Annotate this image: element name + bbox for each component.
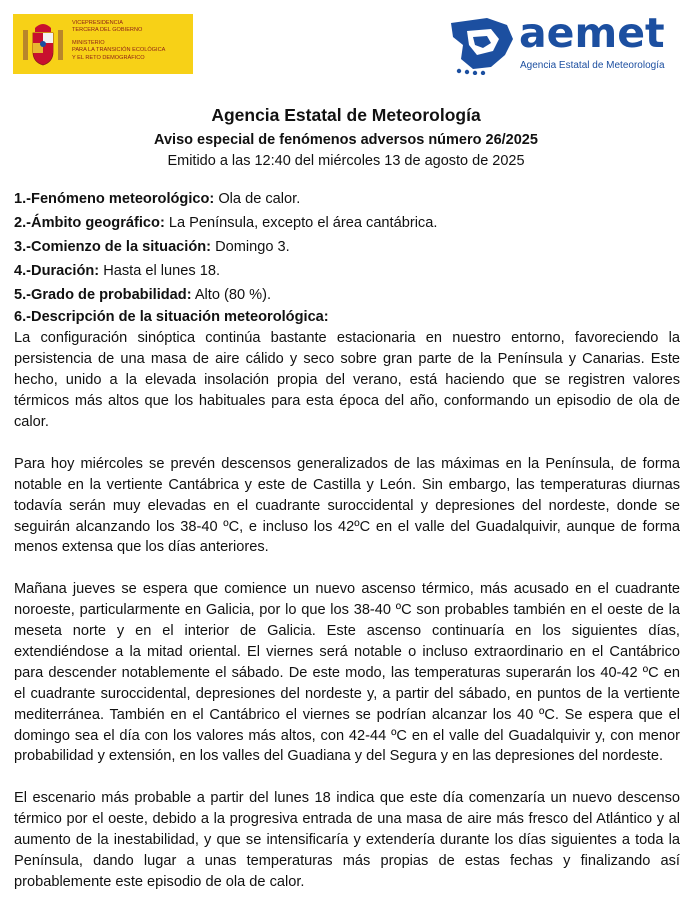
government-logo xyxy=(13,14,193,74)
item-value: Alto (80 %). xyxy=(191,287,272,304)
description-paragraph: Mañana jueves se espera que comience un nuevo ascenso térmico, más acusado en el cuadrante noroeste, particularmente en Galicia, por lo que los 38-40 ºC son probables también en el oeste de la meseta norte y en el interior de Galicia. Este ascenso continuaría en los siguientes días, extendiéndose a la mitad oriental. El viernes será notable o incluso extraordinario en el Cantábrico para descender notablemente el sábado. De este modo, las temperaturas superarán los 40-42 ºC en el cuadrante suroccidental, depresiones del nordeste y, a partir del sábado, en puntos de la vertiente mediterránea. También en el Cantábrico el viernes se podrían alcanzar los 40 ºC. Se espera que el domingo sea el día con los valores más altos, con 42-44 ºC en el valle del Guadalquivir y, con menor probabilidad y extensión, en los valles del Guadiana y del Segura y en las depresiones del nordeste. xyxy=(14,581,680,765)
aemet-wordmark: aemet xyxy=(519,9,665,57)
item-label: 6.-Descripción de la situación meteorológica: xyxy=(14,309,329,326)
description-paragraph: La configuración sinóptica continúa bastante estacionaria en nuestro entorno, favoreciendo la persistencia de una masa de aire cálido y seco sobre gran parte de la Península y Canarias. Este hecho, unido a la elevada insolación propia del verano, está haciendo que se registren valores térmicos más altos que los habituales para esta época del año, conformando un episodio de ola de calor. xyxy=(14,330,680,430)
description-paragraph: El escenario más probable a partir del lunes 18 indica que este día comenzaría un nuevo descenso térmico por el oeste, debido a la progresiva entrada de una masa de aire más fresco del Atlántico y al aumento de la inestabilidad, y que se intensificaría y extendería durante los días siguientes a toda la Península, dando lugar a unas temperaturas más propias de estas fechas y finalizando así probablemente este episodio de ola de calor. xyxy=(14,790,680,890)
item-duration xyxy=(14,259,680,283)
item-label: 2.-Ámbito geográfico: xyxy=(14,215,165,232)
document-heading xyxy=(0,104,692,171)
item-value: Ola de calor. xyxy=(214,191,301,207)
aemet-map-icon xyxy=(447,15,517,75)
document-subtitle: Aviso especial de fenómenos adversos número 26/2025 xyxy=(154,132,538,148)
ministry-line: Y EL RETO DEMOGRÁFICO xyxy=(72,54,145,61)
item-scope xyxy=(14,211,680,235)
document-body xyxy=(14,187,680,893)
document-title: Agencia Estatal de Meteorología xyxy=(211,105,481,125)
aemet-subtitle: Agencia Estatal de Meteorología xyxy=(520,60,665,71)
issued-date: Emitido a las 12:40 del miércoles 13 de agosto de 2025 xyxy=(167,153,525,169)
government-text xyxy=(72,20,190,62)
item-description xyxy=(14,307,680,328)
item-value: Hasta el lunes 18. xyxy=(99,263,221,280)
aemet-logo xyxy=(447,9,683,79)
government-line: VICEPRESIDENCIA xyxy=(72,20,123,26)
page-header xyxy=(0,0,692,90)
item-start xyxy=(14,235,680,259)
item-label: 5.-Grado de probabilidad: xyxy=(14,287,192,304)
item-value: Domingo 3. xyxy=(211,239,290,256)
coat-of-arms-icon xyxy=(21,20,65,68)
item-label: 3.-Comienzo de la situación: xyxy=(14,239,212,256)
item-probability xyxy=(14,283,680,307)
item-label: 1.-Fenómeno meteorológico: xyxy=(14,191,215,207)
ministry-line: PARA LA TRANSICIÓN ECOLÓGICA xyxy=(72,47,166,54)
description-paragraph: Para hoy miércoles se prevén descensos generalizados de las máximas en la Península, de forma notable en la vertiente Cantábrica y este de Castilla y León. Sin embargo, las temperaturas diurnas todavía serán muy elevadas en el cuadrante suroccidental y depresiones del nordeste, donde se seguirán alcanzando los 38-40 ºC, e incluso los 42ºC en el valle del Guadalquivir, aunque de forma menos extensa que los días anteriores. xyxy=(14,455,680,556)
item-label: 4.-Duración: xyxy=(14,263,100,280)
item-phenomenon xyxy=(14,187,680,211)
item-value: La Península, excepto el área cantábrica. xyxy=(164,215,438,232)
ministry-line: MINISTERIO xyxy=(72,39,105,46)
government-line: TERCERA DEL GOBIERNO xyxy=(72,27,143,34)
